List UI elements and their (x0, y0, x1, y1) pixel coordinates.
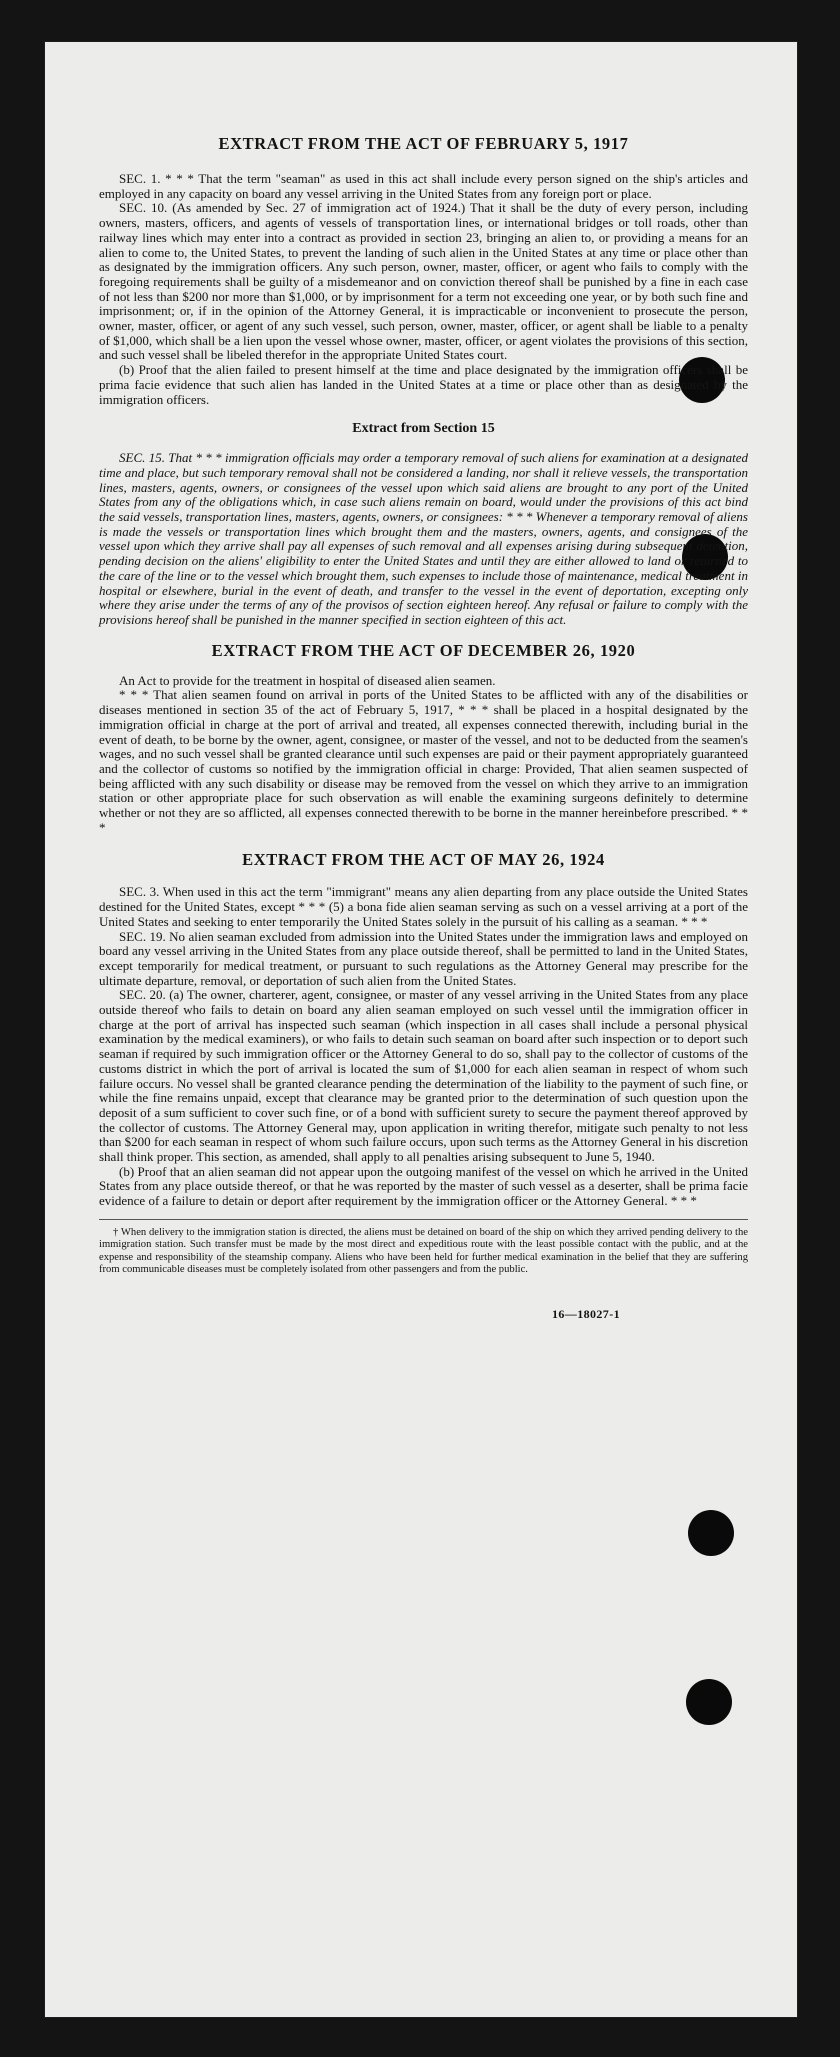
act-1917-section-1: SEC. 1. * * * That the term "seaman" as used in this act shall include every person signed on the ship's articles and employed in any capacity on board any vessel arriving in the United States from any foreign port or place. (99, 171, 748, 201)
act-1924-section-3: SEC. 3. When used in this act the term "immigrant" means any alien departing from any place outside the United States destined for the United States, except * * * (5) a bona fide alien seaman serving as such on a vessel arriving at a port of the United States and seeking to enter temporarily the United States solely in the pursuit of his calling as a seaman. * * * (99, 884, 748, 929)
act-1920-intro: An Act to provide for the treatment in hospital of diseased alien seamen. (119, 672, 496, 688)
act-1924-section-19: SEC. 19. No alien seaman excluded from admission into the United States under the immigration laws and employed on board any vessel arriving in the United States from any place outside thereof, shall be permitted to land in the United States, except temporarily for medical treatment, or pursuant to such regulations as the Attorney General may prescribe for the ultimate departure, removal, or deportation of such alien from the United States. (99, 928, 748, 988)
punch-hole (688, 1510, 734, 1556)
punch-hole (686, 1679, 732, 1725)
act-1917-section-10: SEC. 10. (As amended by Sec. 27 of immigration act of 1924.) That it shall be the duty of every person, including owners, masters, officers, and agents of vessels of transportation lines, or international bridges or toll roads, other than railway lines which may enter into a contract as provided in section 23, bringing an alien to, or providing a means for an alien to come to, the United States, to prevent the landing of such alien in the United States at any time or place other than as designated by the immigration officers. Any such person, owner, master, officer, or agent who fails to comply with the foregoing requirements shall be guilty of a misdemeanor and on conviction thereof shall be punished by a fine in each case of not less than $200 nor more than $1,000, or by imprisonment for a term not exceeding one year, or by both such fine and imprisonment; or, if in the opinion of the Attorney General, it is impracticable or inconvenient to prosecute the person, owner, master, officer, or agent of any such vessel, such person, owner, master, officer, or agent shall be liable to a penalty of $1,000, which shall be a lien upon the vessel whose owner, master, officer, or agent violates the provisions of this section, and such vessel shall be libeled therefor in the appropriate United States court. (99, 200, 748, 363)
act-1924-section-20-a: SEC. 20. (a) The owner, charterer, agent, consignee, or master of any vessel arriving in the United States from any place outside thereof who fails to detain on board any alien seaman employed on such vessel until the immigration officer in charge at the port of arrival has inspected such seaman (which inspection in all cases shall include a personal physical examination by the medical examiners), or who fails to detain such seaman on board after such inspection or to deport such seaman if required by such immigration officer or the Attorney General to do so, shall pay to the collector of customs of the customs district in which the port of arrival is located the sum of $1,000 for each alien seaman in respect of whom such failure occurs. No vessel shall be granted clearance pending the determination of the liability to the payment of such fine, or while the fine remains unpaid, except that clearance may be granted prior to the determination of such question upon the deposit of a sum sufficient to cover such fine, or of a bond with sufficient surety to secure the payment thereof approved by the collector of customs. The Attorney General may, upon application in writing therefor, mitigate such penalty to not less than $200 for each seaman in respect of whom such failure occurs, upon such terms as the Attorney General in his discretion shall think proper. This section, as amended, shall apply to all penalties arising subsequent to June 5, 1940. (99, 987, 748, 1165)
heading-act-1917: EXTRACT FROM THE ACT OF FEBRUARY 5, 1917 (218, 134, 629, 153)
document-number: 16—18027-1 (552, 1306, 620, 1321)
act-1920-body: * * * That alien seamen found on arrival in ports of the United States to be afflicted with any of the disabilities or diseases mentioned in section 35 of the act of February 5, 1917, * * * shall be placed in a hospital designated by the immigration official in charge at the port of arrival and treated, all expenses connected therewith, including burial in the event of death, to be borne by the owner, agent, consignee, or master of the vessel, and not to be deducted from the seamen's wages, and no such vessel shall be granted clearance until such expenses are paid or their payment appropriately guaranteed and the collector of customs so notified by the immigration official in charge: Provided, That alien seamen suspected of being afflicted with any such disability or disease may be removed from the vessel on which they arrive to an immigration station or other appropriate place for such observation as will enable the examining surgeons definitely to determine whether or not they are so afflicted, all expenses connected therewith to be borne in the manner hereinbefore prescribed. * * * (99, 687, 748, 835)
footnote (99, 1227, 748, 1277)
heading-act-1920: EXTRACT FROM THE ACT OF DECEMBER 26, 1920 (211, 640, 636, 660)
section-15-text: SEC. 15. That * * * immigration officials may order a temporary removal of such aliens for examination at a designated time and place, but such temporary removal shall not be considered a landing, nor shall it relieve vessels, the transportation lines, masters, agents, owners, or consignees of the vessel upon which said aliens are brought to any port of the United States from any of the obligations which, in case such aliens remain on board, would under the provisions of this act bind the said vessels, transportation lines, masters, agents, owners, or consignees: * * * Whenever a temporary removal of aliens is made the vessels or transportation lines which brought them and the masters, owners, agents, and consignees of the vessel upon which they arrive shall pay all expenses of such removal and all expenses arising during subsequent detention, pending decision on the aliens' eligibility to enter the United States and until they are either allowed to land or returned to the care of the line or to the vessel which brought them, such expenses to include those of maintenance, medical treatment in hospital or elsewhere, burial in the event of death, and transfer to the vessel in the event of deportation, excepting only where they arise under the terms of any of the provisos of section eighteen hereof. Any refusal or failure to comply with the provisions hereof shall be punished in the manner specified in section eighteen of this act. (99, 450, 748, 627)
act-1924-section-20-b: (b) Proof that an alien seaman did not appear upon the outgoing manifest of the vessel on which he arrived in the United States from any place outside thereof, or that he was reported by the master of such vessel as a deserter, shall be prima facie evidence of a failure to detain or deport after requirement by the immigration officer or the Attorney General. * * * (99, 1163, 748, 1209)
heading-act-1924: EXTRACT FROM THE ACT OF MAY 26, 1924 (242, 850, 605, 870)
document-body (99, 134, 748, 1322)
footnote-divider (99, 1219, 748, 1220)
footnote-text: † When delivery to the immigration station is directed, the aliens must be detained on board of the ship on which they arrived pending delivery to the immigration station. Such transfer must be made by the most direct and expeditious route with the least possible contact with the public, and at the expense and responsibility of the steamship company. Aliens who have been held for further medical examination in the belief that they are suffering from communicable diseases must be completely isolated from other passengers and from the public. (99, 1226, 748, 1276)
document-page (45, 42, 797, 2017)
heading-section-15: Extract from Section 15 (352, 421, 495, 437)
act-1917-section-10-b: (b) Proof that the alien failed to present himself at the time and place designated by the immigration officers shall be prima facie evidence that such alien has landed in the United States at a time or place other than as designated by the immigration officers. (99, 362, 748, 407)
